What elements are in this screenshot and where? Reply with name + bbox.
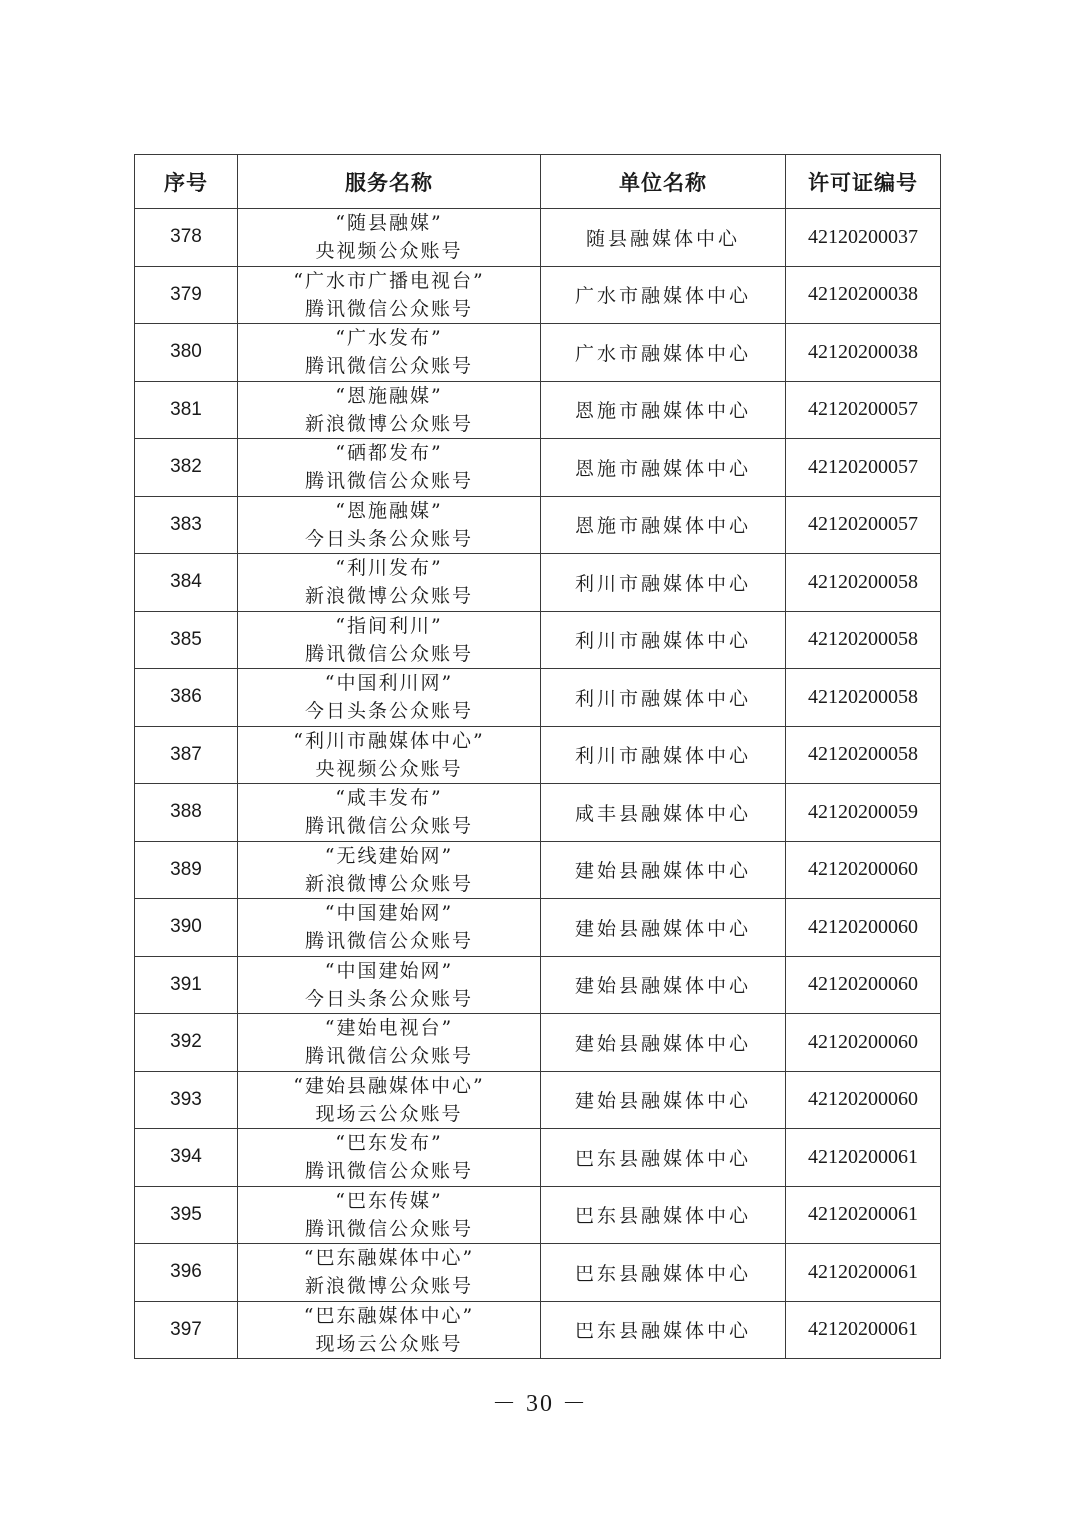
service-name: “无线建始网”: [324, 844, 454, 867]
table-row: [135, 726, 941, 784]
row-unit: 巴东县融媒体中心: [541, 1301, 786, 1359]
row-license: 42120200061: [786, 1129, 941, 1187]
row-license: 42120200061: [786, 1186, 941, 1244]
row-license: 42120200038: [786, 266, 941, 324]
row-seq: 395: [135, 1186, 238, 1244]
service-platform: 腾讯微信公众账号: [304, 930, 473, 953]
row-unit: 利川市融媒体中心: [541, 669, 786, 727]
service-platform: 腾讯微信公众账号: [304, 1160, 473, 1183]
row-seq: 392: [135, 1014, 238, 1072]
table-row: [135, 1071, 941, 1129]
service-name: “巴东传媒”: [335, 1189, 443, 1212]
service-platform: 腾讯微信公众账号: [304, 1045, 473, 1068]
table-row: [135, 611, 941, 669]
row-seq: 393: [135, 1071, 238, 1129]
service-platform: 现场云公众账号: [315, 1332, 463, 1355]
service-name: “广水市广播电视台”: [293, 269, 485, 292]
row-service: [238, 1244, 541, 1302]
row-seq: 380: [135, 324, 238, 382]
service-name: “广水发布”: [335, 327, 443, 350]
service-name: “咸丰发布”: [335, 787, 443, 810]
row-service: [238, 1129, 541, 1187]
row-license: 42120200058: [786, 554, 941, 612]
service-platform: 新浪微博公众账号: [304, 412, 473, 435]
row-service: [238, 554, 541, 612]
row-unit: 恩施市融媒体中心: [541, 439, 786, 497]
page-number: － 30 －: [492, 1391, 588, 1417]
row-license: 42120200058: [786, 669, 941, 727]
service-platform: 腾讯微信公众账号: [304, 815, 473, 838]
service-platform: 腾讯微信公众账号: [304, 297, 473, 320]
row-seq: 381: [135, 381, 238, 439]
row-unit: 巴东县融媒体中心: [541, 1129, 786, 1187]
service-platform: 新浪微博公众账号: [304, 1275, 473, 1298]
table-body: [135, 209, 941, 1359]
row-license: 42120200060: [786, 899, 941, 957]
row-license: 42120200059: [786, 784, 941, 842]
service-platform: 央视频公众账号: [315, 757, 463, 780]
service-name: “中国建始网”: [324, 902, 454, 925]
service-platform: 新浪微博公众账号: [304, 872, 473, 895]
row-service: [238, 266, 541, 324]
service-platform: 腾讯微信公众账号: [304, 1217, 473, 1240]
table-header: [135, 155, 941, 209]
service-platform: 今日头条公众账号: [304, 987, 473, 1010]
table-row: [135, 1186, 941, 1244]
header-service-name: 服务名称: [238, 155, 541, 209]
row-license: 42120200060: [786, 841, 941, 899]
row-seq: 379: [135, 266, 238, 324]
row-unit: 巴东县融媒体中心: [541, 1244, 786, 1302]
row-unit: 巴东县融媒体中心: [541, 1186, 786, 1244]
row-license: 42120200057: [786, 439, 941, 497]
row-seq: 388: [135, 784, 238, 842]
row-service: [238, 841, 541, 899]
service-name: “建始县融媒体中心”: [293, 1074, 485, 1097]
row-license: 42120200061: [786, 1244, 941, 1302]
row-license: 42120200057: [786, 381, 941, 439]
service-name: “恩施融媒”: [335, 384, 443, 407]
table-row: [135, 1301, 941, 1359]
service-platform: 新浪微博公众账号: [304, 585, 473, 608]
table-row: [135, 841, 941, 899]
row-license: 42120200037: [786, 209, 941, 267]
row-unit: 广水市融媒体中心: [541, 266, 786, 324]
service-name: “恩施融媒”: [335, 499, 443, 522]
table-row: [135, 1014, 941, 1072]
row-seq: 396: [135, 1244, 238, 1302]
row-unit: 建始县融媒体中心: [541, 1014, 786, 1072]
service-platform: 现场云公众账号: [315, 1102, 463, 1125]
service-name: “中国利川网”: [324, 672, 454, 695]
row-license: 42120200060: [786, 1071, 941, 1129]
row-unit: 广水市融媒体中心: [541, 324, 786, 382]
service-platform: 腾讯微信公众账号: [304, 355, 473, 378]
row-service: [238, 611, 541, 669]
service-name: “巴东融媒体中心”: [303, 1247, 475, 1270]
row-license: 42120200058: [786, 726, 941, 784]
row-unit: 建始县融媒体中心: [541, 1071, 786, 1129]
row-service: [238, 899, 541, 957]
service-name: “指间利川”: [335, 614, 443, 637]
service-platform: 腾讯微信公众账号: [304, 470, 473, 493]
row-seq: 389: [135, 841, 238, 899]
service-name: “中国建始网”: [324, 959, 454, 982]
row-seq: 378: [135, 209, 238, 267]
row-seq: 391: [135, 956, 238, 1014]
service-name: “硒都发布”: [335, 442, 443, 465]
table-row: [135, 669, 941, 727]
row-service: [238, 784, 541, 842]
row-service: [238, 439, 541, 497]
row-service: [238, 496, 541, 554]
row-seq: 390: [135, 899, 238, 957]
service-name: “利川市融媒体中心”: [293, 729, 485, 752]
row-service: [238, 726, 541, 784]
row-unit: 建始县融媒体中心: [541, 841, 786, 899]
table-row: [135, 209, 941, 267]
row-unit: 恩施市融媒体中心: [541, 381, 786, 439]
table-row: [135, 899, 941, 957]
row-service: [238, 324, 541, 382]
license-table: [134, 154, 941, 1359]
table-row: [135, 266, 941, 324]
row-seq: 387: [135, 726, 238, 784]
row-license: 42120200057: [786, 496, 941, 554]
table-row: [135, 496, 941, 554]
row-unit: 利川市融媒体中心: [541, 726, 786, 784]
header-license-number: 许可证编号: [786, 155, 941, 209]
row-seq: 385: [135, 611, 238, 669]
service-name: “巴东发布”: [335, 1132, 443, 1155]
row-license: 42120200060: [786, 956, 941, 1014]
row-unit: 建始县融媒体中心: [541, 956, 786, 1014]
row-service: [238, 1301, 541, 1359]
service-name: “巴东融媒体中心”: [303, 1304, 475, 1327]
service-platform: 今日头条公众账号: [304, 527, 473, 550]
table-row: [135, 1244, 941, 1302]
row-unit: 咸丰县融媒体中心: [541, 784, 786, 842]
service-name: “建始电视台”: [324, 1017, 454, 1040]
service-name: “随县融媒”: [335, 212, 443, 235]
row-seq: 382: [135, 439, 238, 497]
row-seq: 383: [135, 496, 238, 554]
row-service: [238, 209, 541, 267]
table-row: [135, 1129, 941, 1187]
row-license: 42120200061: [786, 1301, 941, 1359]
row-seq: 386: [135, 669, 238, 727]
table-row: [135, 784, 941, 842]
service-platform: 腾讯微信公众账号: [304, 642, 473, 665]
row-service: [238, 381, 541, 439]
service-platform: 今日头条公众账号: [304, 700, 473, 723]
header-row: [135, 155, 941, 209]
row-service: [238, 669, 541, 727]
service-name: “利川发布”: [335, 557, 443, 580]
row-unit: 恩施市融媒体中心: [541, 496, 786, 554]
row-service: [238, 1071, 541, 1129]
table-row: [135, 554, 941, 612]
row-service: [238, 956, 541, 1014]
table-row: [135, 439, 941, 497]
table-row: [135, 324, 941, 382]
service-platform: 央视频公众账号: [315, 240, 463, 263]
row-unit: 利川市融媒体中心: [541, 611, 786, 669]
row-unit: 建始县融媒体中心: [541, 899, 786, 957]
row-license: 42120200060: [786, 1014, 941, 1072]
table-row: [135, 956, 941, 1014]
row-service: [238, 1186, 541, 1244]
header-seq: 序号: [135, 155, 238, 209]
row-service: [238, 1014, 541, 1072]
row-seq: 397: [135, 1301, 238, 1359]
row-license: 42120200058: [786, 611, 941, 669]
table-row: [135, 381, 941, 439]
row-license: 42120200038: [786, 324, 941, 382]
row-seq: 394: [135, 1129, 238, 1187]
row-unit: 随县融媒体中心: [541, 209, 786, 267]
header-unit-name: 单位名称: [541, 155, 786, 209]
row-seq: 384: [135, 554, 238, 612]
row-unit: 利川市融媒体中心: [541, 554, 786, 612]
